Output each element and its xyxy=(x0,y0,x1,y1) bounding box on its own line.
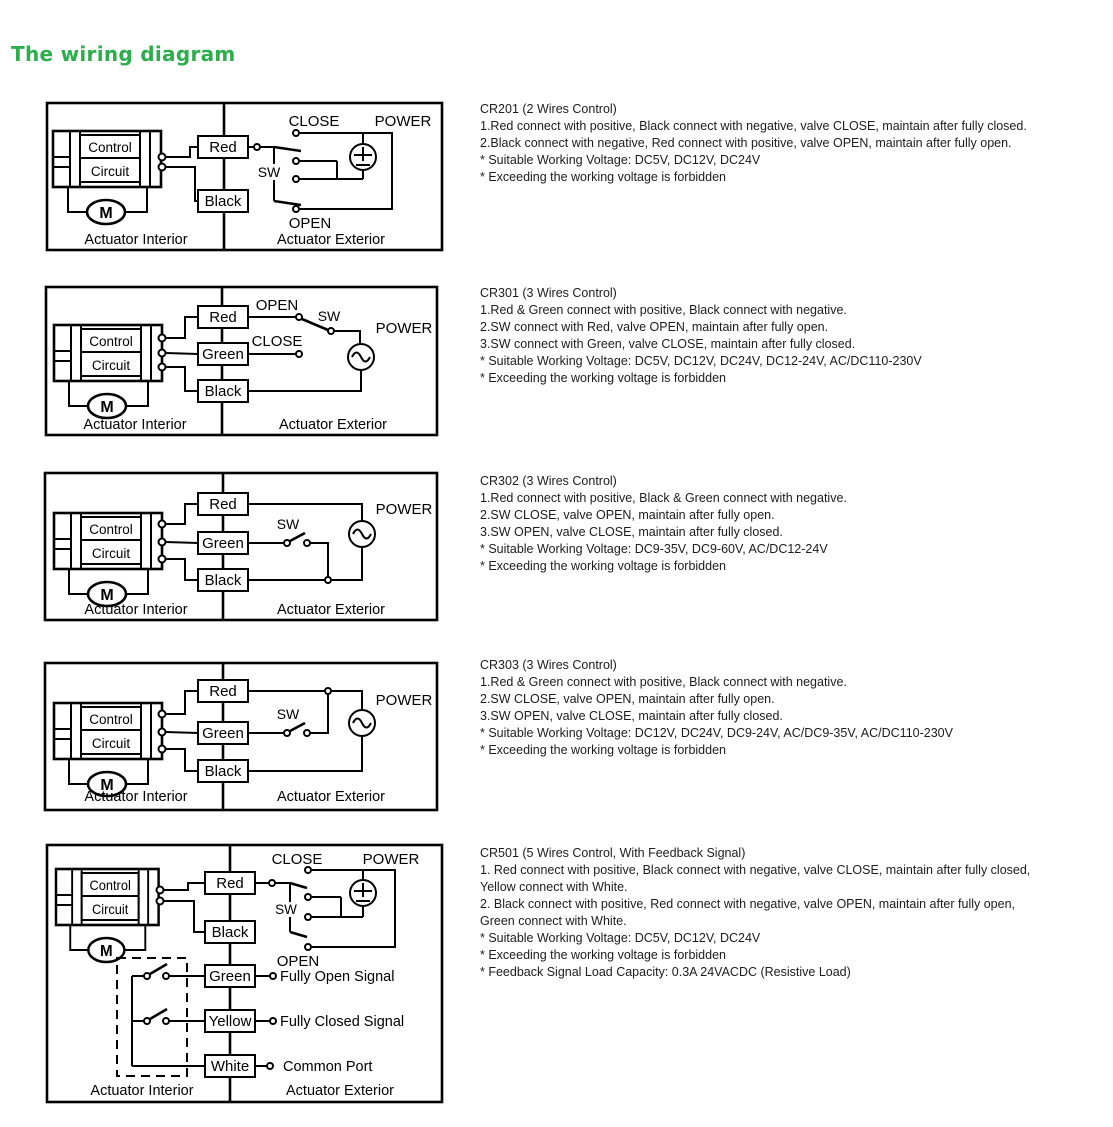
svg-text:Red: Red xyxy=(216,875,244,892)
svg-text:Green: Green xyxy=(202,346,244,363)
sw-label: SW xyxy=(276,516,300,532)
text-line: * Exceeding the working voltage is forbidden xyxy=(480,559,726,573)
wire-box-green xyxy=(205,965,255,987)
power-label: POWER xyxy=(375,692,433,709)
ac-power-symbol xyxy=(348,344,374,370)
wire-box-red xyxy=(205,872,255,894)
circuit-lines-cr302 xyxy=(159,504,363,583)
power-label: POWER xyxy=(375,501,433,518)
description-cr201 xyxy=(480,101,1110,186)
text-line: 1.Red & Green connect with positive, Black connect with negative. xyxy=(480,675,847,689)
fully-open-signal-label: Fully Open Signal xyxy=(280,969,395,985)
svg-text:Black: Black xyxy=(204,383,242,400)
wire-box-black xyxy=(198,190,248,212)
text-line: 1.Red & Green connect with positive, Black connect with negative. xyxy=(480,303,847,317)
ac-power-symbol xyxy=(349,710,375,736)
text-line: Green connect with White. xyxy=(480,914,627,928)
description-cr302 xyxy=(480,473,1110,575)
actuator-interior-label: Actuator Interior xyxy=(84,789,188,805)
svg-text:Black: Black xyxy=(211,924,249,941)
text-line: 1.Red connect with positive, Black & Green connect with negative. xyxy=(480,491,847,505)
sw-label: SW xyxy=(257,164,281,180)
text-line: * Exceeding the working voltage is forbidden xyxy=(480,948,726,962)
power-label: POWER xyxy=(375,320,433,337)
svg-text:Green: Green xyxy=(202,535,244,552)
dc-power-symbol xyxy=(350,880,376,906)
wire-box-red xyxy=(198,136,248,158)
text-line: * Suitable Working Voltage: DC5V, DC12V, DC24V xyxy=(480,153,761,167)
section-heading: CR201 (2 Wires Control) xyxy=(480,102,617,116)
section-heading: CR301 (3 Wires Control) xyxy=(480,286,617,300)
close-label: CLOSE xyxy=(288,113,340,130)
text-line: * Suitable Working Voltage: DC9-35V, DC9-60V, AC/DC12-24V xyxy=(480,542,828,556)
fully-closed-signal-label: Fully Closed Signal xyxy=(280,1014,405,1030)
text-line: 2.SW CLOSE, valve OPEN, maintain after fully open. xyxy=(480,692,775,706)
wire-box-red xyxy=(198,306,248,328)
svg-text:Red: Red xyxy=(209,309,237,326)
actuator-exterior-label: Actuator Exterior xyxy=(286,1083,394,1099)
wire-box-green xyxy=(198,343,248,365)
text-line: * Feedback Signal Load Capacity: 0.3A 24VACDC (Resistive Load) xyxy=(480,965,851,979)
diagram-cr201 xyxy=(40,98,450,256)
wire-box-black xyxy=(198,380,248,402)
svg-text:White: White xyxy=(210,1058,250,1075)
wire-box-black xyxy=(198,760,248,782)
actuator-interior-label: Actuator Interior xyxy=(83,417,187,433)
section-lines xyxy=(480,302,1110,387)
wire-box-green xyxy=(198,532,248,554)
sw-label: SW xyxy=(317,308,341,324)
sw-label: SW xyxy=(275,902,297,917)
svg-text:Black: Black xyxy=(204,193,242,210)
wire-box-red xyxy=(198,493,248,515)
actuator-exterior-label: Actuator Exterior xyxy=(279,417,387,433)
wire-box-yellow xyxy=(205,1010,255,1032)
text-line: * Suitable Working Voltage: DC12V, DC24V, DC9-24V, AC/DC9-35V, AC/DC110-230V xyxy=(480,726,953,740)
section-heading: CR302 (3 Wires Control) xyxy=(480,474,617,488)
text-line: 1. Red connect with positive, Black connect with negative, valve CLOSE, maintain after fully closed, xyxy=(480,863,1031,877)
text-line: * Suitable Working Voltage: DC5V, DC12V, DC24V, DC12-24V, AC/DC110-230V xyxy=(480,354,922,368)
section-lines xyxy=(480,118,1110,186)
wire-box-black xyxy=(198,569,248,591)
actuator-exterior-label: Actuator Exterior xyxy=(277,232,385,248)
text-line: * Suitable Working Voltage: DC5V, DC12V, DC24V xyxy=(480,931,761,945)
text-line: 3.SW OPEN, valve CLOSE, maintain after fully closed. xyxy=(480,709,783,723)
sw-label: SW xyxy=(276,706,300,722)
open-label: OPEN xyxy=(276,953,320,970)
svg-text:Yellow: Yellow xyxy=(208,1013,252,1030)
common-port-label: Common Port xyxy=(283,1059,373,1075)
actuator-interior-label: Actuator Interior xyxy=(84,602,188,618)
page-title: The wiring diagram xyxy=(11,42,236,66)
text-line: * Exceeding the working voltage is forbidden xyxy=(480,743,726,757)
wire-box-red xyxy=(198,680,248,702)
diagram-cr501 xyxy=(42,841,447,1107)
wire-box-green xyxy=(198,722,248,744)
description-cr501 xyxy=(480,845,1110,981)
open-label: OPEN xyxy=(288,215,332,232)
text-line: * Exceeding the working voltage is forbidden xyxy=(480,371,726,385)
diagram-cr302 xyxy=(40,469,442,625)
circuit-lines-cr301 xyxy=(159,314,362,391)
close-label: CLOSE xyxy=(271,851,323,868)
svg-text:Red: Red xyxy=(209,683,237,700)
description-cr303 xyxy=(480,657,1110,759)
text-line: 1.Red connect with positive, Black connect with negative, valve CLOSE, maintain after fully closed. xyxy=(480,119,1027,133)
section-heading: CR303 (3 Wires Control) xyxy=(480,658,617,672)
section-heading: CR501 (5 Wires Control, With Feedback Signal) xyxy=(480,846,746,860)
svg-text:Green: Green xyxy=(202,725,244,742)
svg-text:Green: Green xyxy=(209,968,251,985)
diagram-cr301 xyxy=(40,283,442,441)
text-line: 2. Black connect with positive, Red connect with negative, valve OPEN, maintain after fully open, xyxy=(480,897,1015,911)
text-line: * Exceeding the working voltage is forbidden xyxy=(480,170,726,184)
text-line: Yellow connect with White. xyxy=(480,880,628,894)
actuator-exterior-label: Actuator Exterior xyxy=(277,602,385,618)
text-line: 3.SW OPEN, valve CLOSE, maintain after fully closed. xyxy=(480,525,783,539)
actuator-interior-label: Actuator Interior xyxy=(90,1083,194,1099)
actuator-exterior-label: Actuator Exterior xyxy=(277,789,385,805)
circuit-lines-cr303 xyxy=(159,688,363,771)
wire-box-white xyxy=(205,1055,255,1077)
close-label: CLOSE xyxy=(251,333,303,350)
dc-power-symbol xyxy=(350,144,376,170)
diagram-cr303 xyxy=(40,659,442,815)
section-lines xyxy=(480,862,1110,981)
text-line: 3.SW connect with Green, valve CLOSE, maintain after fully closed. xyxy=(480,337,856,351)
ac-power-symbol xyxy=(349,521,375,547)
actuator-interior-label: Actuator Interior xyxy=(84,232,188,248)
wire-box-black xyxy=(205,921,255,943)
text-line: 2.SW connect with Red, valve OPEN, maintain after fully open. xyxy=(480,320,829,334)
svg-text:Black: Black xyxy=(204,572,242,589)
svg-text:Black: Black xyxy=(204,763,242,780)
power-label: POWER xyxy=(374,113,432,130)
text-line: 2.SW CLOSE, valve OPEN, maintain after fully open. xyxy=(480,508,775,522)
power-label: POWER xyxy=(362,851,420,868)
open-label: OPEN xyxy=(255,297,299,314)
section-lines xyxy=(480,490,1110,575)
svg-text:Red: Red xyxy=(209,139,237,156)
description-cr301 xyxy=(480,285,1110,387)
text-line: 2.Black connect with negative, Red connect with positive, valve OPEN, maintain after fully open. xyxy=(480,136,1012,150)
section-lines xyxy=(480,674,1110,759)
svg-text:Red: Red xyxy=(209,496,237,513)
